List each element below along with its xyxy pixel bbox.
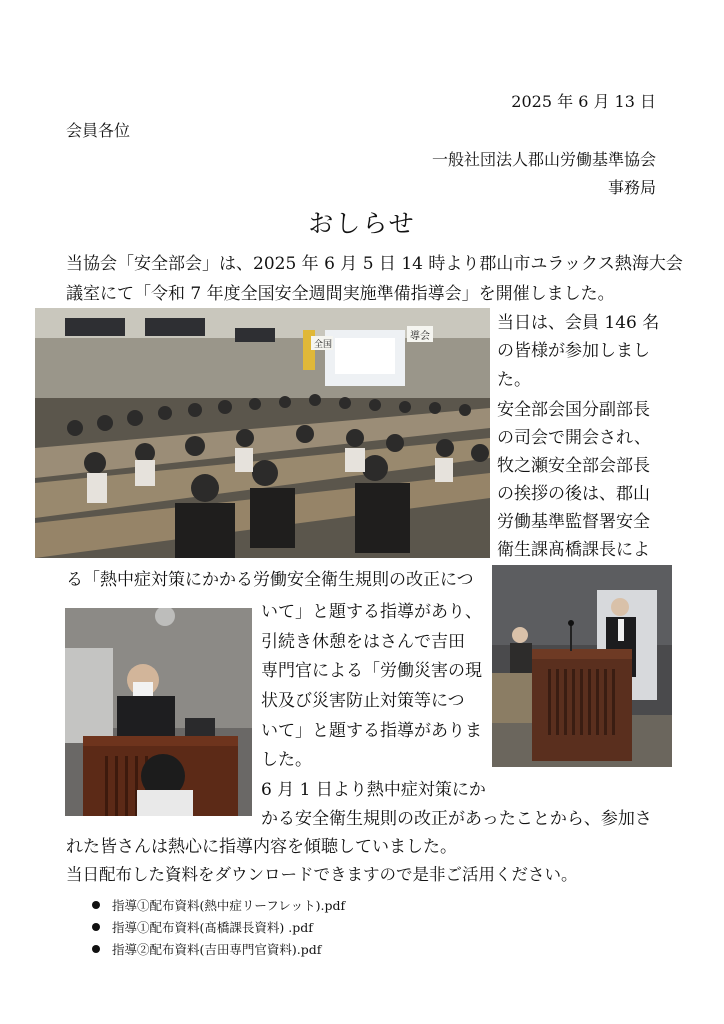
side-text-line: 衛生課髙橋課長によ [497, 540, 650, 560]
download-list [92, 896, 345, 962]
side-text-line: 当日は、会員 146 名 [497, 313, 660, 333]
hall-sign-2: 導会 [410, 331, 430, 342]
download-note: 当日配布した資料をダウンロードできますので是非ご活用ください。 [66, 865, 578, 884]
download-link-yoshida-materials[interactable]: 指導②配布資料(吉田専門官資料).pdf [112, 942, 322, 957]
side-text-line: 牧之瀬安全部会部長 [497, 456, 650, 476]
sender-department: 事務局 [607, 178, 656, 197]
lecture-podium-photo [492, 565, 672, 767]
center-text-line: した。 [261, 750, 312, 770]
document-date: 2025 年 6 月 13 日 [511, 92, 656, 111]
center-text-line: 専門官による「労働災害の現 [261, 661, 482, 681]
side-text-line: た。 [497, 370, 531, 390]
tail-text-line-1: かる安全衛生規則の改正があったことから、参加さ [261, 809, 652, 829]
download-list-item [92, 940, 345, 962]
intro-line-2: 議室にて「令和 7 年度全国安全週間実施準備指導会」を開催しました。 [66, 284, 615, 304]
intro-line-1: 当協会「安全部会」は、2025 年 6 月 5 日 14 時より郡山市ユラックス熱海大会 [66, 254, 683, 274]
center-text-line: 6 月 1 日より熱中症対策にか [261, 780, 486, 800]
side-text-line: の司会で開会され、 [497, 428, 652, 448]
hall-sign-1: 全国 [314, 340, 333, 350]
download-list-item [92, 896, 345, 918]
mid-text-line: る「熱中症対策にかかる労働安全衛生規則の改正につ [66, 570, 474, 590]
center-text-line: いて」と題する指導があり、 [261, 602, 482, 622]
side-text-line: の皆様が参加しまし [497, 341, 650, 361]
bullet-icon [92, 901, 100, 909]
seminar-hall-photo [35, 308, 490, 558]
speaker-photo [65, 608, 252, 816]
download-link-heatstroke-leaflet[interactable]: 指導①配布資料(熱中症リーフレット).pdf [112, 898, 346, 913]
tail-text-line-2: れた皆さんは熱心に指導内容を傾聴していました。 [66, 837, 457, 857]
page-title: おしらせ [308, 209, 416, 238]
center-text-line: 状及び災害防止対策等につ [261, 691, 465, 711]
side-text-line: 安全部会国分副部長 [497, 400, 650, 420]
download-link-takahashi-materials[interactable]: 指導①配布資料(髙橋課長資料) .pdf [112, 920, 313, 935]
bullet-icon [92, 945, 100, 953]
download-list-item [92, 918, 345, 940]
recipient: 会員各位 [66, 121, 131, 140]
side-text-line: 労働基準監督署安全 [497, 512, 650, 532]
side-text-line: の挨拶の後は、郡山 [497, 484, 650, 504]
center-text-line: いて」と題する指導がありま [261, 721, 482, 741]
center-text-line: 引続き休憩をはさんで吉田 [261, 632, 465, 652]
bullet-icon [92, 923, 100, 931]
sender-organization: 一般社団法人郡山労働基準協会 [431, 150, 656, 169]
